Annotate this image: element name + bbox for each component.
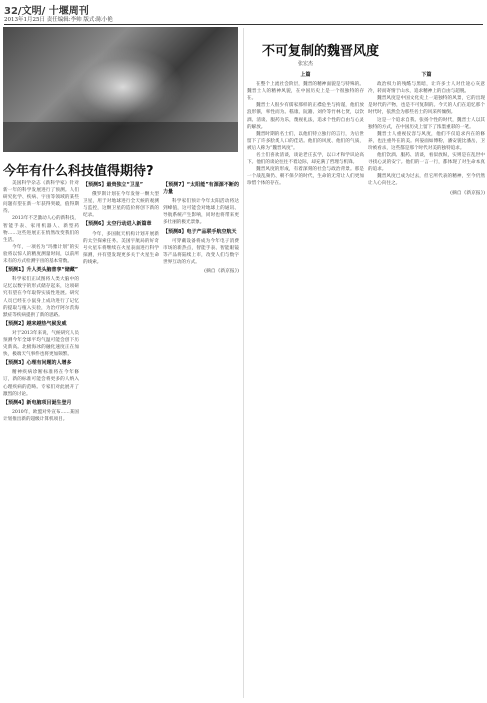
dateline: 2013年1月25日 责任编辑:李帅 版式:陈小艳 <box>4 17 113 23</box>
section-text-8: 可穿戴设备将成为今年电子消费市场的新热点，智能手表、智能眼镜等产品将陆续上市，改变人们与数字世界互动的方式。 <box>163 238 239 265</box>
section-heading-1: 【预测1】升人类头脑普享“储藏” <box>3 267 79 274</box>
header-rule <box>4 24 483 25</box>
right-para-6: 政治权力的残酷与黑暗，让许多士人对仕途心灰意冷，转而寄情于山水，追求精神上的自由与超脱。 <box>368 82 485 95</box>
section-heading-2: 【预测2】越来越热气候发威 <box>3 320 67 327</box>
section-text-3: 精神疾病诊断标准将在今年修订，新的标准可能会将更多的人纳入心理疾病的范畴。专家们对此展开了激烈的讨论。 <box>3 370 79 397</box>
left-para-3: 今年，一项名为“玛雅计划”的实验将以惊人的精度测量时间，以前所未有的方式检测宇宙的基本常数。 <box>3 244 79 265</box>
right-para-1: 在整个上流社会阶层，魏晋的精神面貌是与特殊的。魏晋士人的精神风貌，在中国历史上是一个很独特的存在。 <box>247 82 364 102</box>
left-column-1 <box>3 180 79 700</box>
left-para-2: 2013年不乏激动人心的新科技，智能手表、家用机器人、新型药物……这些进展正在悄然改变我们的生活。 <box>3 216 79 243</box>
column-divider <box>243 28 244 698</box>
right-para-9: 魏晋士人重视仪容与风度，他们不仅追求内在的修养，也注重外在的美。何晏面如傅粉，潘安貌比潘岳，卫玠被看杀，这些都是那个时代对美的独特追求。 <box>368 131 485 151</box>
left-column-2 <box>83 180 159 700</box>
right-para-5: 魏晋风度的形成，有着深刻的社会与政治背景。那是一个战乱频仍、朝不保夕的时代，生命的无常让人们更加珍惜个体的存在。 <box>247 167 364 187</box>
right-column-1 <box>247 70 364 700</box>
section-title-main: / <box>17 6 22 17</box>
right-column-2 <box>368 70 485 700</box>
left-para-1: 美国科学杂志《新科学家》针对新一年的科学发展进行了预测。人们研究化学、疾病、宇宙等领域的某些问题有望在新一年获得突破，值得期待。 <box>3 181 79 215</box>
section-text-7: 科学家们预计今年太阳活动将达到峰值，这可能会对地球上的通讯、导航系统产生影响，同时也将带来更多壮丽的极光景象。 <box>163 199 239 226</box>
right-para-3: 魏晋时期的名士们，以他们特立独行的言行，为后世留下了许多脍炙人口的佳话。他们的风度、他们的气质，被后人称为“魏晋风度”。 <box>247 131 364 151</box>
lead-photo <box>3 27 238 152</box>
right-headline: 不可复制的魏晋风度 <box>262 44 380 59</box>
section-heading-3: 【预测3】心理有问题的人增多 <box>3 360 72 367</box>
section-heading-6: 【预测6】太空行动进入新篇章 <box>83 221 152 228</box>
left-column-3 <box>163 180 239 700</box>
section-text-5: 俄罗斯计划在今年发射一颗大型卫星，用于对地球进行全天候的观测与监控，这颗卫星的造价将创下新的纪录。 <box>83 192 159 219</box>
page-number: 32 <box>4 6 18 17</box>
left-credit: (摘自《新京报》) <box>204 269 239 275</box>
section-text-6: 今年，多国航天机构计划开展新的太空探索任务。美国宇航局的好奇号火星车将继续在火星表面进行科学探测，并有望发现更多关于火星生命的线索。 <box>83 231 159 265</box>
section-text-1: 科学家们正试图将人类大脑中的记忆以数字的形式储存起来，这项研究有望在今年取得实质性进展。研究人员已经在小鼠身上成功进行了记忆的提取与植入实验，为治疗阿尔茨海默症等疾病提供了新的思路。 <box>3 277 79 318</box>
section-text-4: 2010年，欧盟对外宣布……某国计划推出新的超级计算机项目。 <box>3 409 79 422</box>
right-para-10: 他们饮酒、服药、清谈，看似放纵，实则是在乱世中寻找心灵的安宁。他们的一言一行，都体现了对生命本真的追求。 <box>368 153 485 173</box>
right-para-7: 魏晋风度是中国文化史上一道独特的风景，它的出现是时代的产物，也是不可复制的。今天的人们在追忆那个时代时，依然会为那些名士的风采所倾倒。 <box>368 96 485 116</box>
part-heading-up: 上篇 <box>300 72 311 78</box>
part-heading-down: 下篇 <box>421 72 432 78</box>
right-para-4: 名士们喜欢清谈，谈论老庄玄学，以口才和学识论高下。他们的谈论往往不着边际，却充满了哲理与机锋。 <box>247 153 364 166</box>
right-credit: (摘自《新京报》) <box>450 190 485 196</box>
section-heading-7: 【预测7】“太阳能”有源源不断的力量 <box>163 182 239 196</box>
section-text-2: 对于2013年来说，气候研究人员预测今年全球平均气温可能会创下历史新高。北极海冰的融化速度正在加快，极端天气事件也将更加频繁。 <box>3 330 79 358</box>
right-para-2: 魏晋士人很少有儒家那样的正襟危坐与拘谨，他们放浪形骸，率性而为。嵇康、阮籍、刘伶等竹林七贤，以饮酒、清谈、服药为乐，蔑视礼法，追求个性的自由与心灵的解放。 <box>247 103 364 130</box>
photo-band <box>3 122 238 152</box>
section-subtitle: / 十堰周刊 <box>41 6 89 17</box>
photo-glow <box>63 47 183 127</box>
left-headline: 今年有什么科技值得期待? <box>3 164 154 179</box>
right-para-11: 魏晋风度已成为过去，但它所代表的精神，至今仍然让人心向往之。 <box>368 174 485 187</box>
section-heading-5: 【预测5】最贵独立“卫星” <box>83 182 144 188</box>
section-title-text: 文明 <box>21 6 42 17</box>
section-heading-4: 【预测4】新电脑项目诞生登月 <box>3 399 72 406</box>
section-heading-8: 【预测8】电子产品联手航空航天 <box>163 228 237 235</box>
byline: 张宏杰 <box>297 61 313 67</box>
page-header <box>0 0 487 26</box>
right-para-8: 这是一个追求自我、张扬个性的时代，魏晋士人以其独特的方式，在中国历史上留下了浓墨重彩的一笔。 <box>368 117 485 130</box>
